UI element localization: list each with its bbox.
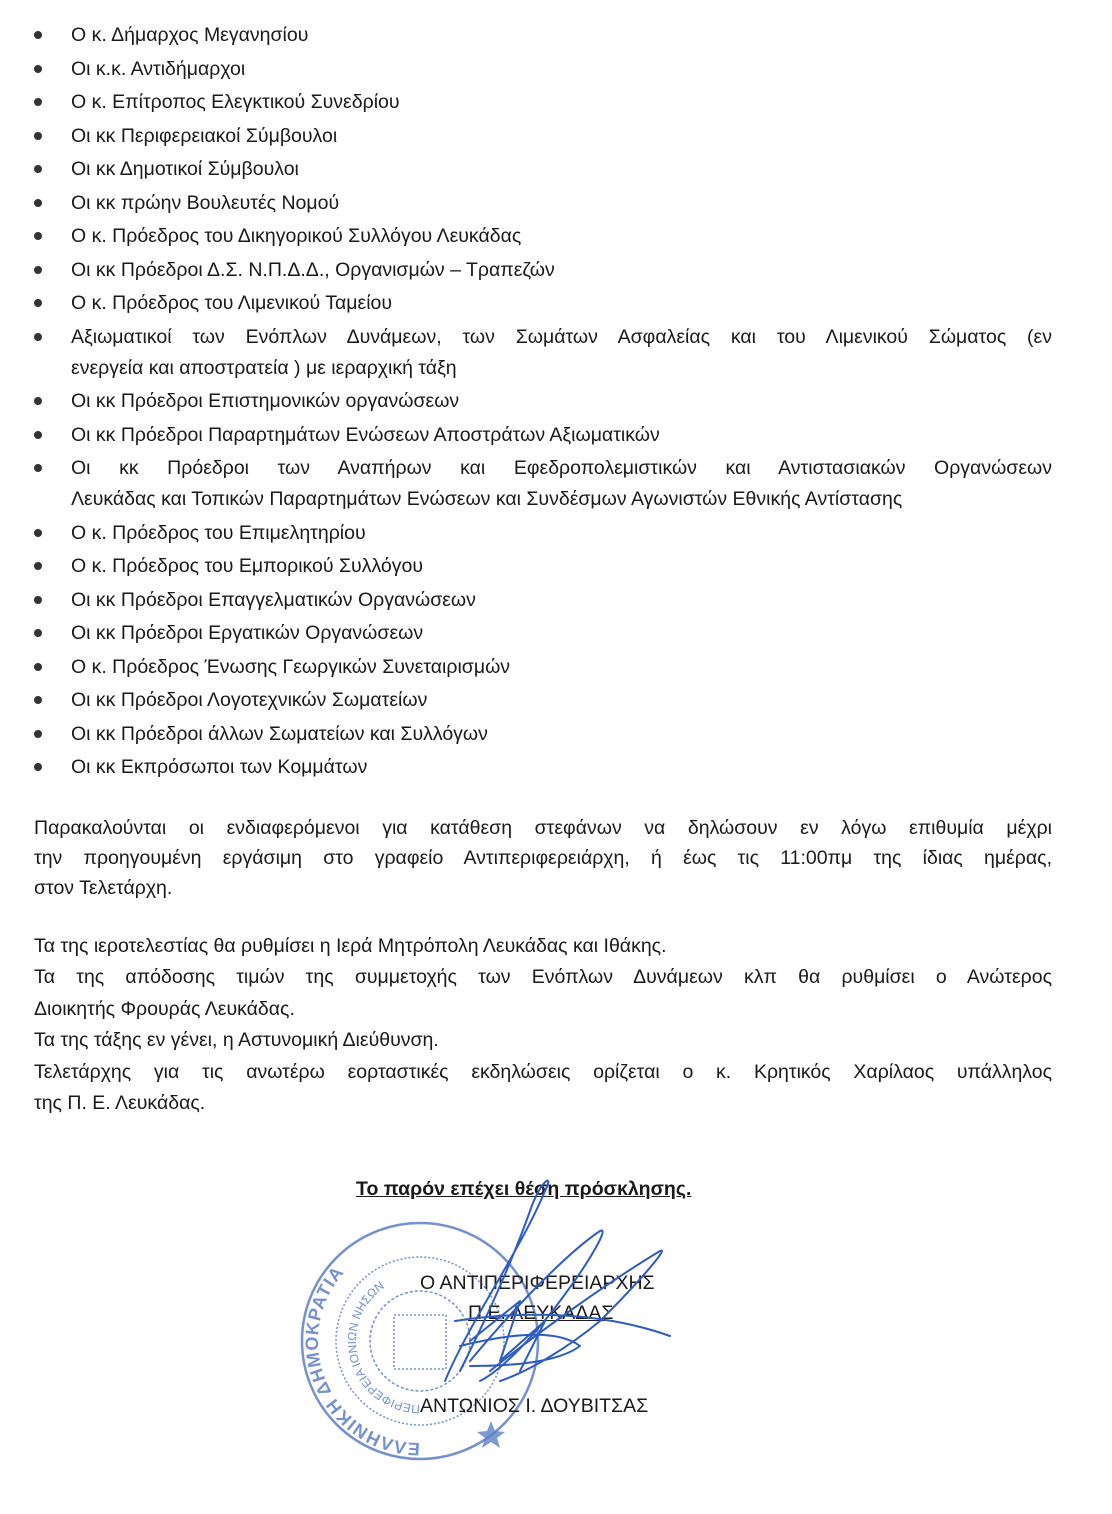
bullet-icon [34, 199, 42, 207]
invitee-text: Οι κκ Πρόεδροι Εργατικών Οργανώσεων [71, 622, 424, 644]
bullet-icon [34, 266, 42, 274]
invitee-item [38, 685, 1052, 719]
invitee-text: Οι κκ Πρόεδροι των Αναπήρων και Εφεδροπολεμιστικών και Αντιστασιακών Οργανώσεων [71, 457, 1052, 479]
paragraph-line: την προηγουμένη εργάσιμη στο γραφείο Αντιπεριφερειάρχη, ή έως τις 11:00πμ της ίδιας ημέρας, [34, 846, 1052, 869]
invitee-item [38, 652, 1052, 686]
bullet-icon [34, 299, 42, 307]
invitee-text: Οι κκ Δημοτικοί Σύμβουλοι [71, 158, 299, 180]
invitee-item [38, 551, 1052, 585]
invitee-text: Ο κ. Πρόεδρος του Δικηγορικού Συλλόγου Λευκάδας [71, 225, 522, 247]
invitee-item [38, 322, 1052, 387]
bullet-icon [34, 65, 42, 73]
stamp-seal [302, 1223, 538, 1459]
invitee-text: Οι κκ Εκπρόσωποι των Κομμάτων [71, 756, 368, 778]
invitee-item [38, 618, 1052, 652]
invitee-text: Ο κ. Επίτροπος Ελεγκτικού Συνεδρίου [71, 91, 400, 113]
invitee-item [38, 288, 1052, 322]
paragraph-line: Τα της τάξης εν γένει, η Αστυνομική Διεύθυνση. [34, 1029, 439, 1051]
bullet-icon [34, 132, 42, 140]
invitee-text: Οι κκ Πρόεδροι Δ.Σ. Ν.Π.Δ.Δ., Οργανισμών – Τραπεζών [71, 258, 555, 281]
bullet-icon [34, 431, 42, 439]
signatory-name: ΑΝΤΩΝΙΟΣ Ι. ΔΟΥΒΙΤΣΑΣ [420, 1394, 649, 1417]
bullet-icon [34, 763, 42, 771]
official-stamp [0, 1161, 1112, 1514]
invitee-text: Ο κ. Πρόεδρος του Λιμενικού Ταμείου [71, 292, 393, 314]
invitee-item [38, 255, 1052, 289]
invitee-list [38, 20, 1052, 786]
handwritten-signature [0, 1161, 1112, 1514]
bullet-icon [34, 464, 42, 472]
svg-text:ΕΛΛΗΝΙΚΗ ΔΗΜΟΚΡΑΤΙΑ [302, 1261, 421, 1458]
bullet-icon [34, 165, 42, 173]
paragraph-wreath-instructions [34, 813, 1052, 903]
paragraph-line: Τελετάρχης για τις ανωτέρω εορταστικές εκδηλώσεις ορίζεται ο κ. Κρητικός Χαρίλαος υπάλληλος [34, 1060, 1052, 1083]
bullet-icon [34, 333, 42, 341]
invitee-item [38, 87, 1052, 121]
invitee-text: Οι κκ Πρόεδροι Επιστημονικών οργανώσεων [71, 390, 460, 412]
bullet-icon [34, 696, 42, 704]
invitee-text: Ο κ. Πρόεδρος Ένωσης Γεωργικών Συνεταιρισμών [71, 655, 511, 678]
invitee-item [38, 20, 1052, 54]
invitee-item [38, 221, 1052, 255]
stamp-outer-text: ΕΛΛΗΝΙΚΗ ΔΗΜΟΚΡΑΤΙΑ [301, 1261, 421, 1459]
invitee-item [38, 420, 1052, 454]
invitee-text: Αξιωματικοί των Ενόπλων Δυνάμεων, των Σωμάτων Ασφαλείας και του Λιμενικού Σώματος (εν [71, 325, 1052, 348]
bullet-icon [34, 663, 42, 671]
bullet-icon [34, 629, 42, 637]
invitee-item [38, 54, 1052, 88]
invitee-item [38, 719, 1052, 753]
invitee-item [38, 453, 1052, 518]
bullet-icon [34, 98, 42, 106]
invitee-text: Ο κ. Δήμαρχος Μεγανησίου [71, 24, 309, 46]
bullet-icon [34, 232, 42, 240]
invitee-text: Οι κκ Πρόεδροι Επαγγελματικών Οργανώσεων [71, 588, 476, 611]
invitee-text: Ο κ. Πρόεδρος του Εμπορικού Συλλόγου [71, 555, 423, 577]
signatory-title: Ο ΑΝΤΙΠΕΡΙΦΕΡΕΙΑΡΧΗΣ [420, 1271, 655, 1294]
svg-text:ΠΕΡΙΦΕΡΕΙΑ ΙΟΝΙΩΝ ΝΗΣΩΝ [345, 1278, 420, 1416]
invitee-text: Οι κκ Πρόεδροι Παραρτημάτων Ενώσεων Αποστράτων Αξιωματικών [71, 423, 660, 446]
invitee-item [38, 518, 1052, 552]
invitation-notice: Το παρόν επέχει θέση πρόσκλησης. [356, 1177, 692, 1200]
stamp-inner-text: ΠΕΡΙΦΕΡΕΙΑ ΙΟΝΙΩΝ ΝΗΣΩΝ [344, 1277, 421, 1416]
paragraph-line: Τα της απόδοσης τιμών της συμμετοχής των Ενόπλων Δυνάμεων κλπ θα ρυθμίσει ο Ανώτερος [34, 966, 1052, 988]
bullet-icon [34, 31, 42, 39]
invitee-text: Οι κκ Περιφερειακοί Σύμβουλοι [71, 124, 338, 147]
paragraph-ceremony-arrangements [34, 931, 1052, 1120]
paragraph-line: της Π. Ε. Λευκάδας. [34, 1092, 206, 1114]
paragraph-line: Τα της ιεροτελεστίας θα ρυθμίσει η Ιερά Μητρόπολη Λευκάδας και Ιθάκης. [34, 934, 667, 957]
invitee-text: Οι κκ Πρόεδροι άλλων Σωματείων και Συλλόγων [71, 722, 488, 745]
bullet-icon [34, 529, 42, 537]
invitee-item [38, 121, 1052, 155]
paragraph-line: στον Τελετάρχη. [34, 876, 173, 899]
stamp-star-icon [477, 1421, 505, 1448]
invitee-item [38, 188, 1052, 222]
paragraph-line: Παρακαλούνται οι ενδιαφερόμενοι για κατάθεση στεφάνων να δηλώσουν εν λόγω επιθυμία μέχρι [34, 816, 1052, 839]
bullet-icon [34, 562, 42, 570]
invitee-text: Ο κ. Πρόεδρος του Επιμελητηρίου [71, 521, 366, 544]
invitee-item [38, 386, 1052, 420]
invitee-item [38, 752, 1052, 786]
invitee-text: Οι κκ Πρόεδροι Λογοτεχνικών Σωματείων [71, 689, 428, 711]
paragraph-line: Διοικητής Φρουράς Λευκάδας. [34, 997, 295, 1020]
signatory-unit: Π.Ε. ΛΕΥΚΑΔΑΣ [468, 1301, 614, 1324]
bullet-icon [34, 397, 42, 405]
invitee-text: Οι κ.κ. Αντιδήμαρχοι [71, 57, 246, 80]
bullet-icon [34, 596, 42, 604]
invitee-text: Οι κκ πρώην Βουλευτές Νομού [71, 191, 340, 214]
signature-block [0, 1161, 1112, 1514]
invitee-item [38, 154, 1052, 188]
invitee-text: ενεργεία και αποστρατεία ) με ιεραρχική τάξη [71, 356, 457, 379]
bullet-icon [34, 730, 42, 738]
invitee-text: Λευκάδας και Τοπικών Παραρτημάτων Ενώσεων και Συνδέσμων Αγωνιστών Εθνικής Αντίστασης [71, 488, 903, 510]
invitee-item [38, 585, 1052, 619]
